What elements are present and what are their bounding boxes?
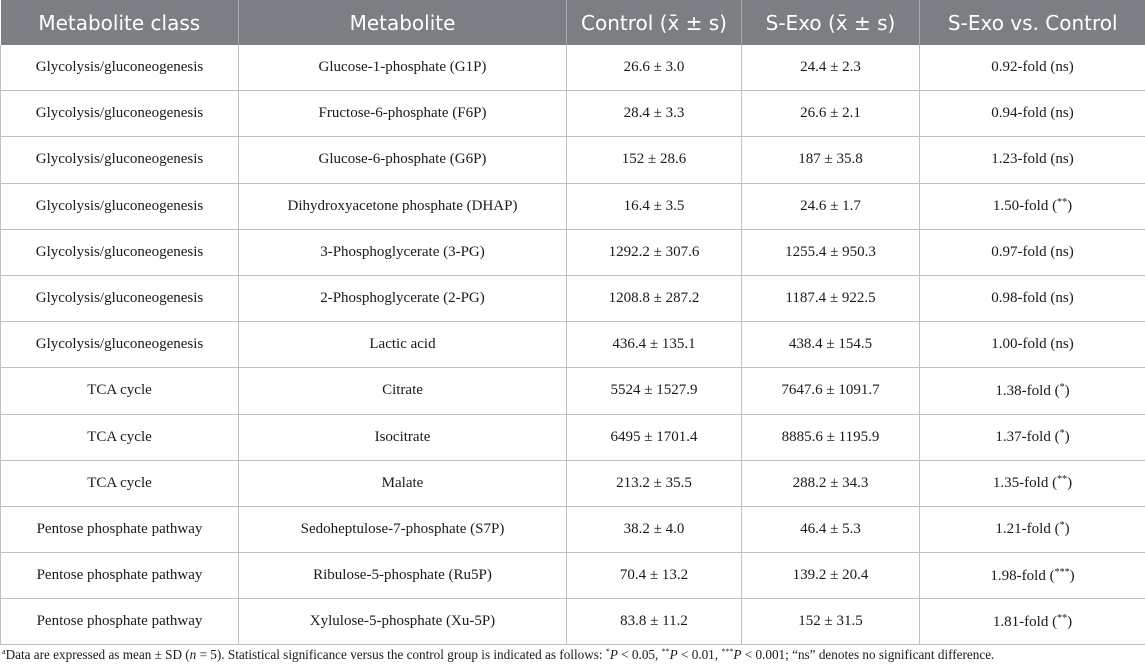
control-value-cell: 1292.2 ± 307.6 [567, 229, 742, 275]
metabolite-class-cell: Glycolysis/gluconeogenesis [1, 91, 239, 137]
footnote-threshold-2: < 0.01, [677, 647, 722, 662]
fold-change-value: 0.98-fold ( [991, 290, 1056, 307]
footnote-n: n [189, 647, 197, 662]
metabolite-class-cell: Glycolysis/gluconeogenesis [1, 322, 239, 368]
metabolite-class-cell: Pentose phosphate pathway [1, 599, 239, 645]
fold-change-value: 1.23-fold ( [991, 151, 1056, 168]
footnote-threshold-1: < 0.05, [617, 647, 662, 662]
fold-change-cell [920, 368, 1145, 414]
fold-change-value: 1.00-fold ( [991, 336, 1056, 353]
s-exo-value-cell: 24.6 ± 1.7 [742, 183, 920, 229]
table-row [1, 45, 1145, 91]
close-paren: ) [1068, 336, 1074, 353]
footnote-p-3: P [733, 647, 742, 662]
fold-change-value: 1.37-fold ( [995, 429, 1060, 446]
fold-change-cell [920, 414, 1145, 460]
header-metabolite: Metabolite [239, 0, 567, 45]
footnote-star-2: ** [661, 647, 670, 656]
significance-mark: ns [1055, 336, 1069, 353]
control-value-cell: 83.8 ± 11.2 [567, 599, 742, 645]
s-exo-value-cell: 8885.6 ± 1195.9 [742, 414, 920, 460]
footnote-star-3: *** [721, 647, 734, 656]
control-value-cell: 213.2 ± 35.5 [567, 460, 742, 506]
header-metabolite-class: Metabolite class [1, 0, 239, 45]
significance-mark: ns [1055, 290, 1069, 307]
metabolite-cell: 3-Phosphoglycerate (3-PG) [239, 229, 567, 275]
significance-mark: ns [1055, 59, 1069, 76]
table-body [1, 45, 1145, 645]
metabolite-cell: Dihydroxyacetone phosphate (DHAP) [239, 183, 567, 229]
fold-change-value: 0.97-fold ( [991, 243, 1056, 260]
close-paren: ) [1068, 151, 1074, 168]
control-value-cell: 6495 ± 1701.4 [567, 414, 742, 460]
s-exo-value-cell: 139.2 ± 20.4 [742, 553, 920, 599]
table-row [1, 553, 1145, 599]
fold-change-cell [920, 137, 1145, 183]
table-row [1, 137, 1145, 183]
metabolite-cell: Xylulose-5-phosphate (Xu-5P) [239, 599, 567, 645]
significance-mark: * [1059, 520, 1065, 532]
metabolite-cell: Sedoheptulose-7-phosphate (S7P) [239, 506, 567, 552]
table-row [1, 506, 1145, 552]
close-paren: ) [1068, 105, 1074, 122]
s-exo-value-cell: 288.2 ± 34.3 [742, 460, 920, 506]
control-value-cell: 436.4 ± 135.1 [567, 322, 742, 368]
significance-mark: ** [1057, 474, 1068, 486]
fold-change-cell [920, 91, 1145, 137]
control-value-cell: 38.2 ± 4.0 [567, 506, 742, 552]
fold-change-cell [920, 506, 1145, 552]
close-paren: ) [1067, 613, 1073, 630]
table-row [1, 414, 1145, 460]
metabolite-cell: Fructose-6-phosphate (F6P) [239, 91, 567, 137]
metabolite-cell: Glucose-6-phosphate (G6P) [239, 137, 567, 183]
fold-change-value: 1.50-fold ( [992, 198, 1058, 215]
metabolite-class-cell: Pentose phosphate pathway [1, 553, 239, 599]
metabolite-class-cell: TCA cycle [1, 414, 239, 460]
metabolite-cell: 2-Phosphoglycerate (2-PG) [239, 275, 567, 321]
table-footnote [2, 647, 1142, 663]
close-paren: ) [1068, 290, 1074, 307]
table-row [1, 183, 1145, 229]
fold-change-value: 1.35-fold ( [992, 475, 1058, 492]
close-paren: ) [1067, 475, 1073, 492]
fold-change-value: 0.92-fold ( [991, 59, 1056, 76]
metabolite-class-cell: TCA cycle [1, 368, 239, 414]
control-value-cell: 70.4 ± 13.2 [567, 553, 742, 599]
close-paren: ) [1067, 198, 1073, 215]
fold-change-value: 1.21-fold ( [995, 521, 1060, 538]
metabolite-cell: Lactic acid [239, 322, 567, 368]
footnote-p-1: P [609, 647, 618, 662]
metabolite-class-cell: Glycolysis/gluconeogenesis [1, 137, 239, 183]
fold-change-cell [920, 322, 1145, 368]
fold-change-cell [920, 599, 1145, 645]
metabolite-class-cell: Glycolysis/gluconeogenesis [1, 229, 239, 275]
fold-change-cell [920, 183, 1145, 229]
table-row [1, 91, 1145, 137]
close-paren: ) [1064, 382, 1070, 399]
metabolite-class-cell: Glycolysis/gluconeogenesis [1, 183, 239, 229]
s-exo-value-cell: 46.4 ± 5.3 [742, 506, 920, 552]
control-value-cell: 28.4 ± 3.3 [567, 91, 742, 137]
fold-change-value: 1.81-fold ( [992, 613, 1058, 630]
table-row [1, 368, 1145, 414]
s-exo-value-cell: 438.4 ± 154.5 [742, 322, 920, 368]
s-exo-value-cell: 187 ± 35.8 [742, 137, 920, 183]
close-paren: ) [1068, 243, 1074, 260]
table-row [1, 599, 1145, 645]
control-value-cell: 5524 ± 1527.9 [567, 368, 742, 414]
footnote-p-2: P [669, 647, 678, 662]
significance-mark: *** [1054, 566, 1070, 578]
significance-mark: * [1059, 428, 1065, 440]
s-exo-value-cell: 1187.4 ± 922.5 [742, 275, 920, 321]
table-row [1, 229, 1145, 275]
metabolite-class-cell: Glycolysis/gluconeogenesis [1, 275, 239, 321]
fold-change-value: 1.98-fold ( [990, 567, 1055, 584]
control-value-cell: 16.4 ± 3.5 [567, 183, 742, 229]
control-value-cell: 26.6 ± 3.0 [567, 45, 742, 91]
metabolite-cell: Glucose-1-phosphate (G1P) [239, 45, 567, 91]
table-row [1, 275, 1145, 321]
significance-mark: ns [1055, 243, 1069, 260]
header-s-exo-vs-control: S-Exo vs. Control [920, 0, 1145, 45]
fold-change-cell [920, 460, 1145, 506]
fold-change-cell [920, 229, 1145, 275]
s-exo-value-cell: 24.4 ± 2.3 [742, 45, 920, 91]
footnote-mark: a [2, 647, 6, 656]
metabolite-class-cell: Glycolysis/gluconeogenesis [1, 45, 239, 91]
fold-change-cell [920, 553, 1145, 599]
footnote-text-1: Data are expressed as mean ± SD ( [5, 647, 190, 662]
s-exo-value-cell: 152 ± 31.5 [742, 599, 920, 645]
fold-change-value: 1.38-fold ( [995, 382, 1060, 399]
metabolite-class-cell: TCA cycle [1, 460, 239, 506]
significance-mark: ns [1055, 105, 1069, 122]
significance-mark: * [1059, 381, 1065, 393]
footnote-text-2: = 5). Statistical significance versus the control group is indicated as follows: [196, 647, 606, 662]
significance-mark: ns [1055, 151, 1069, 168]
s-exo-value-cell: 26.6 ± 2.1 [742, 91, 920, 137]
header-s-exo: S-Exo (x̄ ± s) [742, 0, 920, 45]
metabolite-cell: Isocitrate [239, 414, 567, 460]
header-control: Control (x̄ ± s) [567, 0, 742, 45]
metabolite-cell: Citrate [239, 368, 567, 414]
footnote-threshold-3: < 0.001; “ns” denotes no significant difference. [741, 647, 995, 662]
table-row [1, 322, 1145, 368]
s-exo-value-cell: 7647.6 ± 1091.7 [742, 368, 920, 414]
significance-mark: ** [1057, 197, 1068, 209]
control-value-cell: 1208.8 ± 287.2 [567, 275, 742, 321]
footnote-star-1: * [605, 647, 610, 656]
control-value-cell: 152 ± 28.6 [567, 137, 742, 183]
metabolite-cell: Malate [239, 460, 567, 506]
fold-change-cell [920, 45, 1145, 91]
close-paren: ) [1069, 567, 1075, 584]
s-exo-value-cell: 1255.4 ± 950.3 [742, 229, 920, 275]
fold-change-value: 0.94-fold ( [991, 105, 1056, 122]
metabolite-class-cell: Pentose phosphate pathway [1, 506, 239, 552]
close-paren: ) [1064, 429, 1070, 446]
close-paren: ) [1064, 521, 1070, 538]
close-paren: ) [1068, 59, 1074, 76]
metabolite-cell: Ribulose-5-phosphate (Ru5P) [239, 553, 567, 599]
significance-mark: ** [1057, 612, 1068, 624]
table-header-row [1, 0, 1145, 45]
table-row [1, 460, 1145, 506]
fold-change-cell [920, 275, 1145, 321]
